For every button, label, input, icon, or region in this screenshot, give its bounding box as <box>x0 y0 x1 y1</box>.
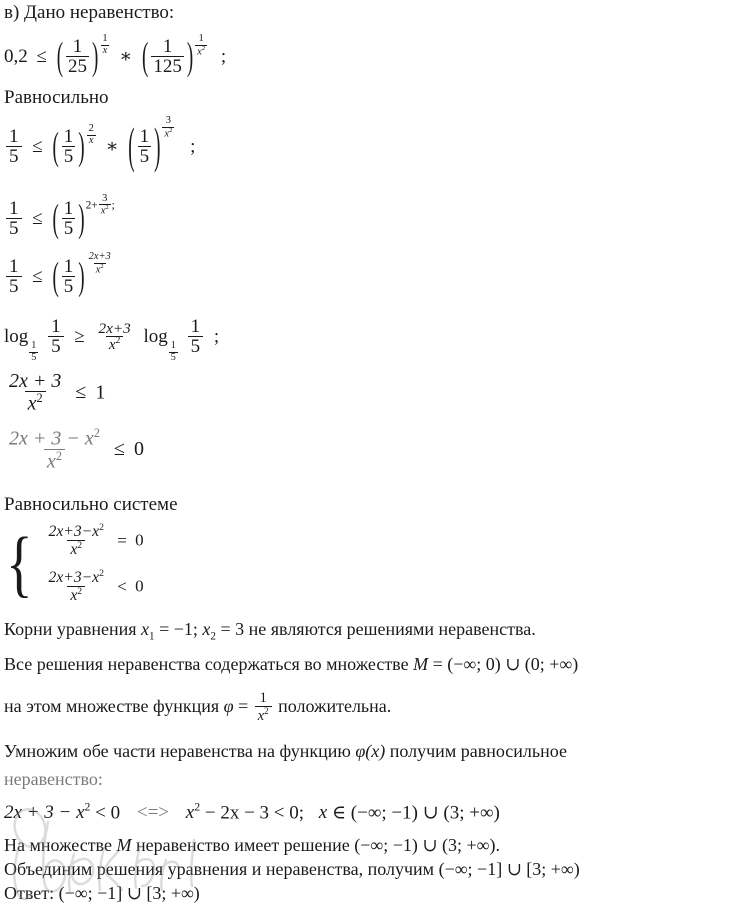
denominator: 5 <box>63 146 74 168</box>
final-inequality <box>4 802 500 822</box>
roots-prefix: Корни уравнения <box>4 619 142 639</box>
denominator <box>67 586 85 604</box>
multiply-suffix: получим равносильное <box>385 741 567 761</box>
paren-left: ( <box>52 198 59 242</box>
numerator: 1 <box>190 316 201 337</box>
eq2-terminator: ; <box>190 136 196 158</box>
on-set-suffix: неравенство имеет решение (−∞; −1) ∪ (3; +∞). <box>131 835 500 855</box>
eq7-rhs: 0 <box>133 438 144 461</box>
system-rows <box>44 524 144 606</box>
paren-left: ( <box>128 120 135 176</box>
denominator: x <box>102 44 108 56</box>
equation-2 <box>4 115 196 176</box>
roots-x1-value: = −1; <box>154 619 203 639</box>
exponent-fraction <box>195 34 207 57</box>
equation-system <box>6 524 144 606</box>
equivalence-arrow: <=> <box>136 802 170 824</box>
multiply-prefix: Умножим обе части неравенства на функцию <box>4 741 356 761</box>
row2-fraction <box>46 569 107 604</box>
union-line: Объединим решения уравнения и неравенства, получим (−∞; −1] ∪ [3; +∞) <box>4 859 580 879</box>
set-symbol: M <box>413 654 429 674</box>
paren-left: ( <box>56 36 64 80</box>
eq3-relation: ≤ <box>32 208 43 230</box>
paren-right: ) <box>78 198 85 242</box>
numerator: 3 <box>165 115 171 127</box>
final-a-relation: < 0 <box>90 802 121 824</box>
denominator <box>255 706 272 723</box>
denominator <box>44 449 65 472</box>
denominator: 5 <box>6 276 22 296</box>
system-brace: { <box>6 523 33 606</box>
page-title: в) Дано неравенство: <box>4 2 175 23</box>
denominator: 5 <box>31 351 37 363</box>
paren-left: ( <box>142 36 149 80</box>
power: 2 <box>194 801 201 814</box>
on-set-prefix: На множестве <box>4 835 117 855</box>
equation-4 <box>4 251 114 300</box>
system-row-2 <box>44 570 144 605</box>
multiply-paragraph <box>4 742 567 760</box>
row1-rhs: 0 <box>135 530 144 550</box>
eq5-argument <box>48 317 64 357</box>
power: 2 <box>84 801 91 814</box>
eq1-base-2 <box>141 38 194 78</box>
eq3-terminator: ; <box>111 199 115 212</box>
row2-rhs: 0 <box>135 576 144 596</box>
numerator <box>46 569 107 586</box>
numerator: 1 <box>72 36 83 57</box>
numerator: 1 <box>63 198 74 219</box>
denominator: 125 <box>153 56 182 78</box>
denominator <box>106 336 123 353</box>
numerator-text: 2x+3−x <box>48 523 100 541</box>
eq7-relation: ≤ <box>113 438 125 461</box>
numerator: 1 <box>63 126 74 147</box>
eq5-terminator: ; <box>213 326 220 348</box>
eq5-relation: ≥ <box>74 326 85 348</box>
equation-5 <box>4 316 220 363</box>
equation-7 <box>4 428 144 473</box>
eq5-log-base <box>28 341 39 362</box>
denominator: x <box>88 134 94 146</box>
denominator <box>99 204 111 217</box>
eq1-exponent-1 <box>99 34 110 56</box>
denominator: 5 <box>6 146 22 166</box>
denominator: 5 <box>170 351 176 363</box>
power: 2 <box>99 522 104 533</box>
phi-fraction <box>255 691 272 723</box>
power: 2 <box>99 568 104 580</box>
power: 2 <box>105 204 109 212</box>
eq2-relation: ≤ <box>32 136 43 158</box>
eq1-lhs: 0,2 <box>4 46 28 68</box>
numerator: 1 <box>259 690 267 706</box>
paren-right: ) <box>78 256 85 300</box>
numerator: 2x+3 <box>98 319 131 337</box>
eq2-base-1 <box>51 128 85 168</box>
eq5-argument-2 <box>188 317 204 357</box>
final-b-text: x <box>185 802 195 824</box>
paren-left: ( <box>52 256 59 300</box>
power: 2 <box>100 262 104 270</box>
denominator <box>162 127 174 140</box>
eq3-lhs-fraction <box>6 199 22 239</box>
exponent-fraction <box>162 116 174 139</box>
answer-label: Ответ: <box>4 883 59 903</box>
roots-x1: x <box>141 619 150 639</box>
eq3-exponent <box>86 194 115 217</box>
exponent-whole: 2 <box>85 199 92 212</box>
paren-left: ( <box>52 126 59 170</box>
variable: x <box>95 264 101 276</box>
numerator: 2 <box>88 123 94 135</box>
log-base-fraction <box>169 341 178 362</box>
eq5-coefficient <box>96 321 134 353</box>
eq2-exponent-1 <box>86 124 97 146</box>
eq1-base2-fraction <box>151 37 184 77</box>
equation-1 <box>4 33 227 80</box>
roots-x2-subscript: 2 <box>210 630 216 643</box>
numerator: 1 <box>31 340 37 352</box>
power: 2 <box>264 705 269 716</box>
multiply-gray-line: неравенство: <box>4 769 103 789</box>
denominator: 25 <box>68 56 88 78</box>
exponent-fraction <box>87 124 96 146</box>
roots-paragraph <box>4 620 536 643</box>
eq5-log-base-2 <box>168 341 179 362</box>
numerator: 3 <box>102 192 108 204</box>
row2-relation: < <box>117 576 127 596</box>
eq6-fraction <box>6 371 64 414</box>
power: 2 <box>201 44 206 52</box>
eq2-exponent-2 <box>161 116 175 139</box>
denominator <box>94 263 106 276</box>
eq1-multiply: ∗ <box>119 46 133 68</box>
variable: x <box>46 450 56 473</box>
eq4-base-fraction <box>62 257 76 297</box>
final-a <box>4 802 90 823</box>
exponent-fraction <box>87 252 113 275</box>
power: 2 <box>36 391 43 406</box>
power: 2 <box>93 426 100 440</box>
variable: x <box>164 128 170 139</box>
answer-value: (−∞; −1] ∪ [3; +∞) <box>58 883 200 903</box>
set-value: = (−∞; 0) ∪ (0; +∞) <box>428 654 579 674</box>
denominator: 5 <box>188 336 204 356</box>
eq4-lhs-fraction <box>6 257 22 297</box>
variable: x <box>100 205 106 217</box>
denominator <box>67 540 85 558</box>
phi-symbol: φ <box>223 696 234 717</box>
numerator: 1 <box>139 126 150 147</box>
final-b-rest: − 2x − 3 < 0; <box>200 802 305 824</box>
numerator <box>6 427 103 449</box>
variable: x <box>27 393 37 416</box>
eq2-base-fraction <box>62 127 76 167</box>
numerator: 1 <box>63 256 74 277</box>
system-label: Равносильно системе <box>4 494 178 515</box>
variable: x <box>108 336 116 354</box>
eq4-base <box>51 258 85 298</box>
eq7-fraction <box>6 427 103 472</box>
eq1-base-1 <box>56 38 100 78</box>
on-set-symbol: M <box>116 835 132 855</box>
numerator: 2x+3 <box>88 251 111 263</box>
eq1-terminator: ; <box>220 46 227 68</box>
final-a-text: 2x + 3 − x <box>4 802 85 824</box>
system-row-1 <box>44 524 144 559</box>
eq1-exponent-2 <box>194 34 208 57</box>
power: 2 <box>169 126 173 134</box>
eq1-relation: ≤ <box>36 46 47 68</box>
denominator <box>25 391 46 414</box>
eq2-base2-fraction <box>138 127 152 167</box>
answer-line <box>4 884 200 902</box>
eq3-base <box>51 200 85 240</box>
paren-right: ) <box>154 120 161 176</box>
final-x: x <box>318 802 328 824</box>
variable: x <box>197 45 202 57</box>
on-set-paragraph <box>4 836 500 854</box>
phi-equals: = <box>233 696 253 717</box>
numerator: 1 <box>170 340 176 352</box>
paren-right: ) <box>78 126 85 170</box>
final-interval: ∈ (−∞; −1) ∪ (3; +∞) <box>327 802 500 824</box>
equation-3 <box>4 192 115 242</box>
paren-right: ) <box>186 36 194 80</box>
eq5-log-label: log <box>4 326 29 348</box>
roots-x1-subscript: 1 <box>149 630 155 643</box>
denominator: 5 <box>48 336 64 356</box>
denominator: 5 <box>63 276 74 298</box>
power: 2 <box>77 586 83 598</box>
power: 2 <box>77 540 83 552</box>
numerator: 1 <box>51 316 61 337</box>
denominator: 5 <box>63 218 74 240</box>
exponent-fraction <box>99 194 111 217</box>
set-prefix: Все решения неравенства содержаться во множестве <box>4 654 414 674</box>
eq2-lhs-fraction <box>6 127 22 167</box>
numerator: 1 <box>9 126 19 147</box>
numerator: 1 <box>162 36 173 57</box>
variable: x <box>257 707 265 724</box>
numerator: 1 <box>9 256 19 277</box>
denominator: 5 <box>139 146 150 168</box>
denominator <box>195 45 207 58</box>
power: 2 <box>115 336 121 347</box>
roots-suffix: не являются решениями неравенства. <box>244 619 536 639</box>
eq4-exponent <box>86 252 114 275</box>
eq3-base-fraction <box>62 199 76 239</box>
eq2-multiply: ∗ <box>105 136 119 158</box>
eq6-rhs: 1 <box>95 381 106 404</box>
set-paragraph <box>4 655 578 673</box>
phi-prefix: на этом множестве функция <box>4 696 224 717</box>
phi-suffix: положительна. <box>273 696 392 717</box>
eq4-relation: ≤ <box>32 266 43 288</box>
roots-x2: x <box>202 619 211 639</box>
numerator-text: 2x+3−x <box>48 569 100 587</box>
numerator: 1 <box>102 33 108 45</box>
numerator-text: 2x + 3 − x <box>9 427 94 450</box>
equivalent-label: Равносильно <box>4 87 109 108</box>
variable: x <box>70 541 78 559</box>
numerator <box>46 523 107 540</box>
eq2-base-2 <box>127 120 161 176</box>
numerator: 1 <box>9 198 19 219</box>
roots-x2-value: = 3 <box>216 619 245 639</box>
phi-paragraph <box>4 692 391 724</box>
power: 2 <box>55 449 63 464</box>
multiply-phi: φ(x) <box>355 741 386 761</box>
exponent-fraction <box>100 34 109 56</box>
exponent-plus: + <box>91 199 98 212</box>
numerator: 2x + 3 <box>9 370 62 392</box>
row1-fraction <box>46 523 107 558</box>
row1-relation: = <box>117 530 127 550</box>
equation-6 <box>4 372 105 415</box>
eq5-log-label-2: log <box>143 326 168 348</box>
numerator: 1 <box>198 33 204 45</box>
denominator: 5 <box>6 218 22 238</box>
eq1-base1-fraction <box>66 37 89 77</box>
final-b <box>186 802 200 823</box>
log-base-fraction <box>29 341 38 362</box>
eq6-relation: ≤ <box>75 381 87 404</box>
variable: x <box>70 587 78 605</box>
paren-right: ) <box>92 36 99 80</box>
